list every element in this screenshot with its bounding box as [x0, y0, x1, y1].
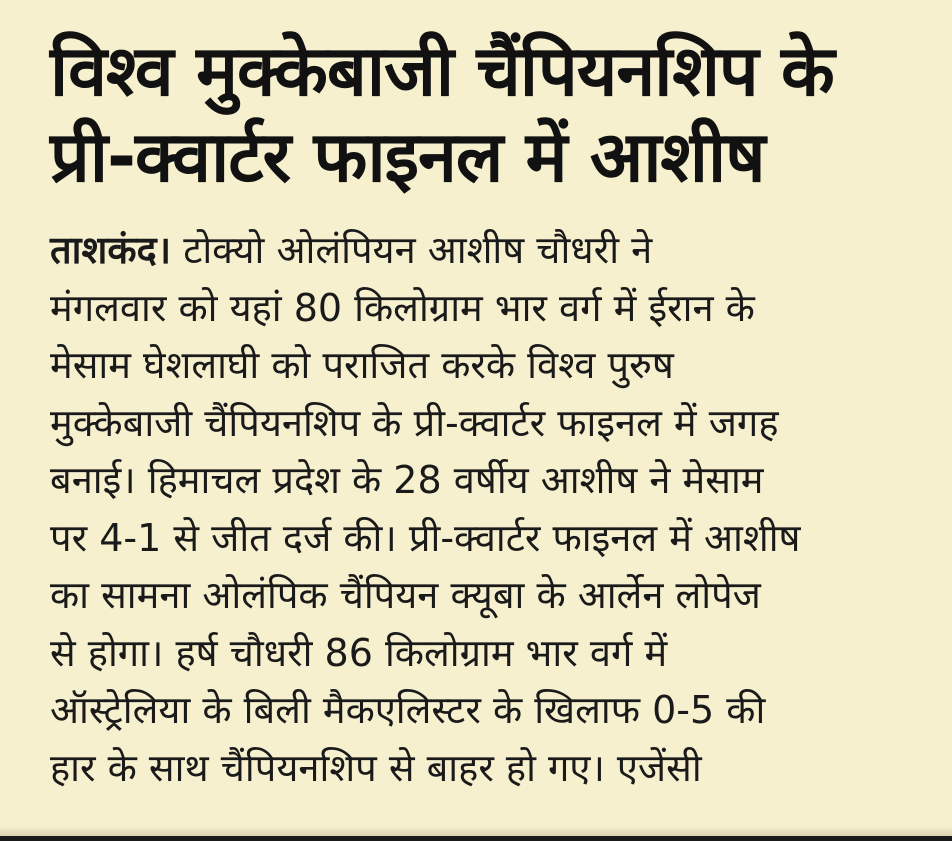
article-line-8: से होगा। हर्ष चौधरी 86 किलोग्राम भार वर्ग में — [50, 630, 668, 675]
article-line-1 — [50, 222, 930, 280]
article-line-2: मंगलवार को यहां 80 किलोग्राम भार वर्ग में ईरान के — [50, 285, 755, 330]
article-line-9: ऑस्ट्रेलिया के बिली मैकएलिस्टर के खिलाफ 0-5 की — [50, 688, 766, 732]
dateline: ताशकंद। — [50, 228, 172, 272]
headline-line-2: प्री-क्वार्टर फाइनल में आशीष — [50, 116, 765, 198]
article-line-4: मुक्केबाजी चैंपियनशिप के प्री-क्वार्टर फाइनल में जगह — [50, 400, 779, 445]
article-line-3: मेसाम घेशलाघी को पराजित करके विश्व पुरुष — [50, 343, 674, 387]
headline-line-1: विश्व मुक्केबाजी चैंपियनशिप के — [50, 30, 834, 112]
clipping-shadow — [0, 826, 952, 836]
article-line-5: बनाई। हिमाचल प्रदेश के 28 वर्षीय आशीष ने मेसाम — [50, 458, 764, 502]
article-line-1-text: टोक्यो ओलंपियन आशीष चौधरी ने — [171, 228, 653, 272]
headline — [50, 28, 930, 200]
article-body — [50, 222, 930, 797]
article-line-7: का सामना ओलंपिक चैंपियन क्यूबा के आर्लेन लोपेज — [50, 573, 761, 617]
article-line-10: हार के साथ चैंपियनशिप से बाहर हो गए। एजेंसी — [50, 745, 702, 790]
clipping-bottom-edge — [0, 836, 952, 841]
article-line-6: पर 4-1 से जीत दर्ज की। प्री-क्वार्टर फाइनल में आशीष — [50, 515, 801, 560]
